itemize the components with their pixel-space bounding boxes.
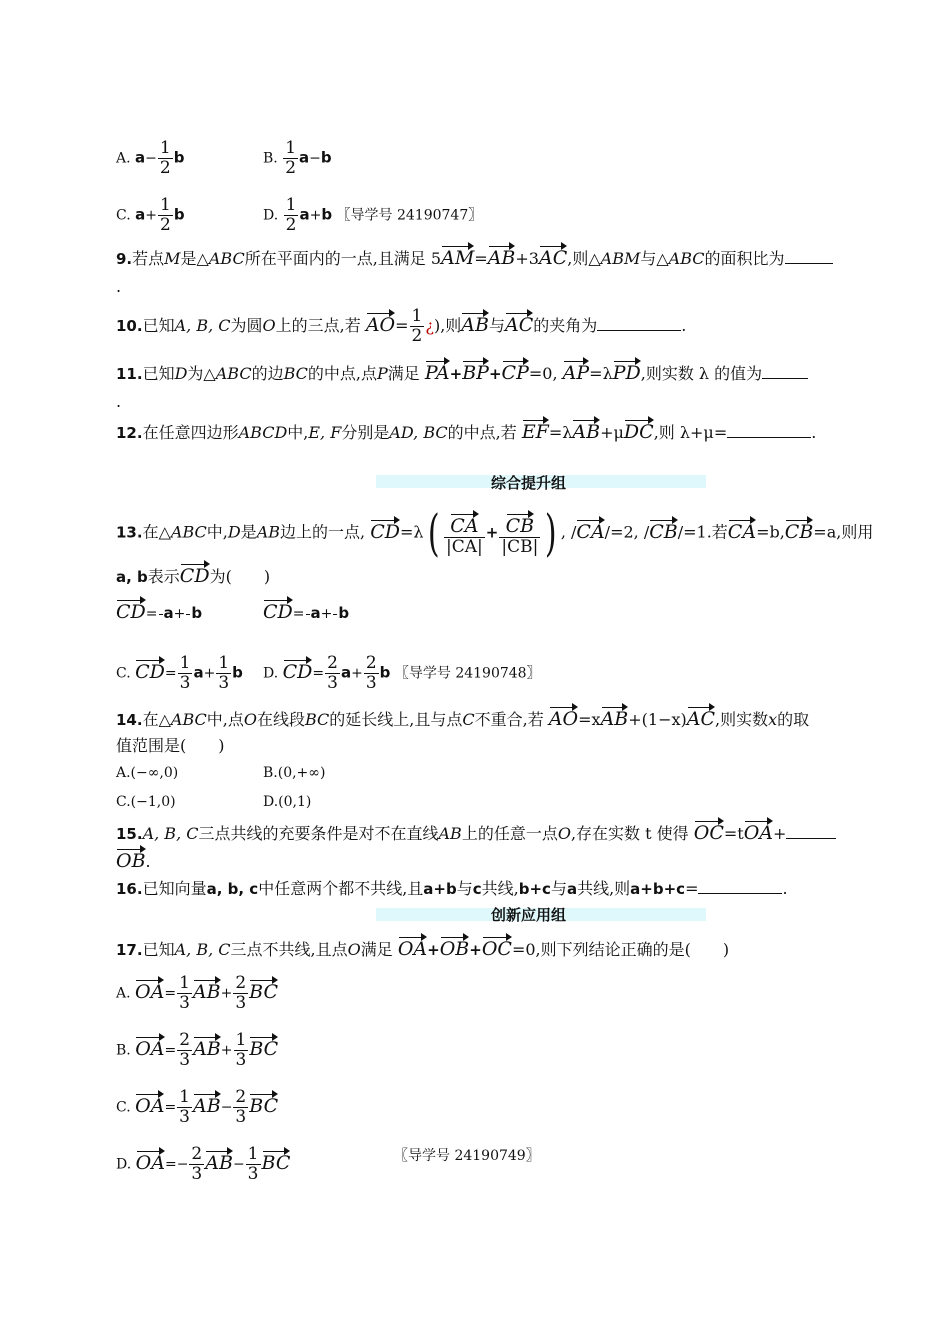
right-paren: )	[545, 504, 557, 562]
question-16: 16.已知向量a, b, c中任意两个都不共线,且a+b与c共线,b+c与a共线,则a+b+c= .	[116, 879, 788, 898]
answer-blank[interactable]	[762, 364, 808, 379]
q17-option-a: A. OA= $\frac{1}{3}$ AB+ $\frac{2}{3}$ BC	[116, 973, 278, 1013]
vector-oa: OA	[744, 817, 773, 843]
q8-option-c: C. a+ $\frac{1}{2}$ b	[116, 195, 185, 235]
fraction: $\frac{1}{2}$	[285, 138, 297, 178]
vector-ao: AO	[366, 309, 395, 335]
vector-ob: OB	[440, 933, 470, 959]
reference-number: 〖导学号 24190747〗	[336, 207, 483, 224]
question-10: 10.已知A, B, C为圆O上的三点,若 AO= $\frac{1}{2}$ ¿),则AB与AC的夹角为 .	[116, 306, 687, 346]
q9-tail: .	[116, 277, 122, 296]
question-15: 15.A, B, C三点共线的充要条件是对不在直线AB上的任意一点O,存在实数 t 使得 OC=tOA+	[116, 817, 836, 845]
answer-blank[interactable]	[698, 879, 782, 894]
vector-cp: CP	[502, 357, 529, 383]
vector-oa: OA	[398, 933, 427, 959]
vector-pa: PA	[425, 357, 450, 383]
q14-option-b: B.(0,+∞)	[263, 765, 326, 781]
vector-bp: BP	[462, 357, 489, 383]
vector-ab: AB	[601, 703, 629, 729]
vector-ef: EF	[522, 416, 549, 442]
q14-option-a: A.(−∞,0)	[116, 765, 179, 781]
answer-blank[interactable]	[785, 249, 833, 264]
vector-cd: CD	[370, 516, 400, 542]
question-9: 9.若点M是△ABC所在平面内的一点,且满足 5AM=AB+3AC,则△ABM与△ABC的面积比为	[116, 242, 833, 270]
vector-am: AM	[441, 242, 474, 268]
fraction: $\frac{1}{2}$	[285, 195, 297, 235]
left-paren: (	[427, 504, 440, 562]
q17-option-b: B. OA= $\frac{2}{3}$ AB+ $\frac{1}{3}$ BC	[116, 1030, 279, 1070]
vector-ac: AC	[539, 242, 567, 268]
question-14: 14.在△ABC中,点O在线段BC的延长线上,且与点C不重合,若 AO=xAB+(1−x)AC,则实数x的取	[116, 703, 809, 731]
reference-number: 〖导学号 24190749〗	[394, 1148, 540, 1164]
answer-blank[interactable]	[727, 423, 811, 438]
vector-ap: AP	[563, 357, 590, 383]
q14-option-d: D.(0,1)	[263, 794, 312, 810]
q13-option-c: C. CD= $\frac{1}{3}$ a+ $\frac{1}{3}$ b	[116, 653, 243, 693]
question-12: 12.在任意四边形ABCD中,E, F分别是AD, BC的中点,若 EF=λAB+μDC,则 λ+μ= .	[116, 416, 816, 444]
q17-option-d: D. OA=− $\frac{2}{3}$ AB− $\frac{1}{3}$ BC	[116, 1144, 291, 1184]
vector-cd: CD	[180, 560, 210, 586]
fraction: $\frac{1}{2}$	[159, 138, 171, 178]
q8-option-d: D. $\frac{1}{2}$ a+b 〖导学号 24190747〗	[263, 195, 483, 235]
vector-ao: AO	[549, 703, 578, 729]
q8-option-a: A. a− $\frac{1}{2}$ b	[116, 138, 185, 178]
vector-dc: DC	[624, 416, 654, 442]
answer-blank[interactable]	[597, 316, 681, 331]
q11-tail: .	[116, 392, 122, 411]
question-15-line2: OB.	[116, 845, 151, 873]
vector-ob: OB	[116, 845, 146, 871]
vector-ab: AB	[572, 416, 600, 442]
fraction: $\frac{1}{2}$	[159, 195, 171, 235]
answer-blank[interactable]	[786, 824, 836, 839]
q13-option-d: D. CD= $\frac{2}{3}$ a+ $\frac{2}{3}$ b 〖导学号 24190748〗	[263, 653, 541, 693]
question-14-line2: 值范围是( )	[116, 736, 225, 755]
q14-option-c: C.(−1,0)	[116, 794, 176, 810]
vector-oc: OC	[694, 817, 724, 843]
reference-number: 〖导学号 24190748〗	[394, 665, 541, 682]
question-13-line2: a, b表示CD为( )	[116, 560, 270, 588]
vector-ac: AC	[687, 703, 715, 729]
vector-pd: PD	[613, 357, 641, 383]
vector-oc: OC	[482, 933, 512, 959]
question-11: 11.已知D为△ABC的边BC的中点,点P满足 PA+BP+CP=0, AP=λPD,则实数 λ 的值为	[116, 357, 808, 385]
q13-option-b: CD= a+ b	[263, 596, 349, 625]
fraction: $\frac{CB}{|CB|}$	[499, 510, 540, 557]
section-title: 综合提升组	[491, 474, 567, 492]
question-13: 13.在△ABC中,D是AB边上的一点, CD=λ( $\frac{CA}{|CA|}$ + $\frac{CB}{|CB|}$ ) , /CA/=2, /CB/=1.若CA=b,CB=a,则用	[116, 504, 874, 562]
vector-ab: AB	[461, 309, 489, 335]
vector-ac: AC	[505, 309, 533, 335]
vector-ab: AB	[488, 242, 516, 268]
q17-option-c: C. OA= $\frac{1}{3}$ AB− $\frac{2}{3}$ BC	[116, 1087, 279, 1127]
section-title: 创新应用组	[491, 906, 567, 924]
fraction: $\frac{CA}{|CA|}$	[444, 510, 485, 557]
fraction: $\frac{1}{2}$	[411, 306, 423, 346]
question-17: 17.已知A, B, C三点不共线,且点O满足 OA+OB+OC=0,则下列结论正确的是( )	[116, 933, 729, 961]
q13-option-a: CD= a+ b	[116, 596, 202, 625]
q8-option-b: B. $\frac{1}{2}$ a−b	[263, 138, 332, 178]
